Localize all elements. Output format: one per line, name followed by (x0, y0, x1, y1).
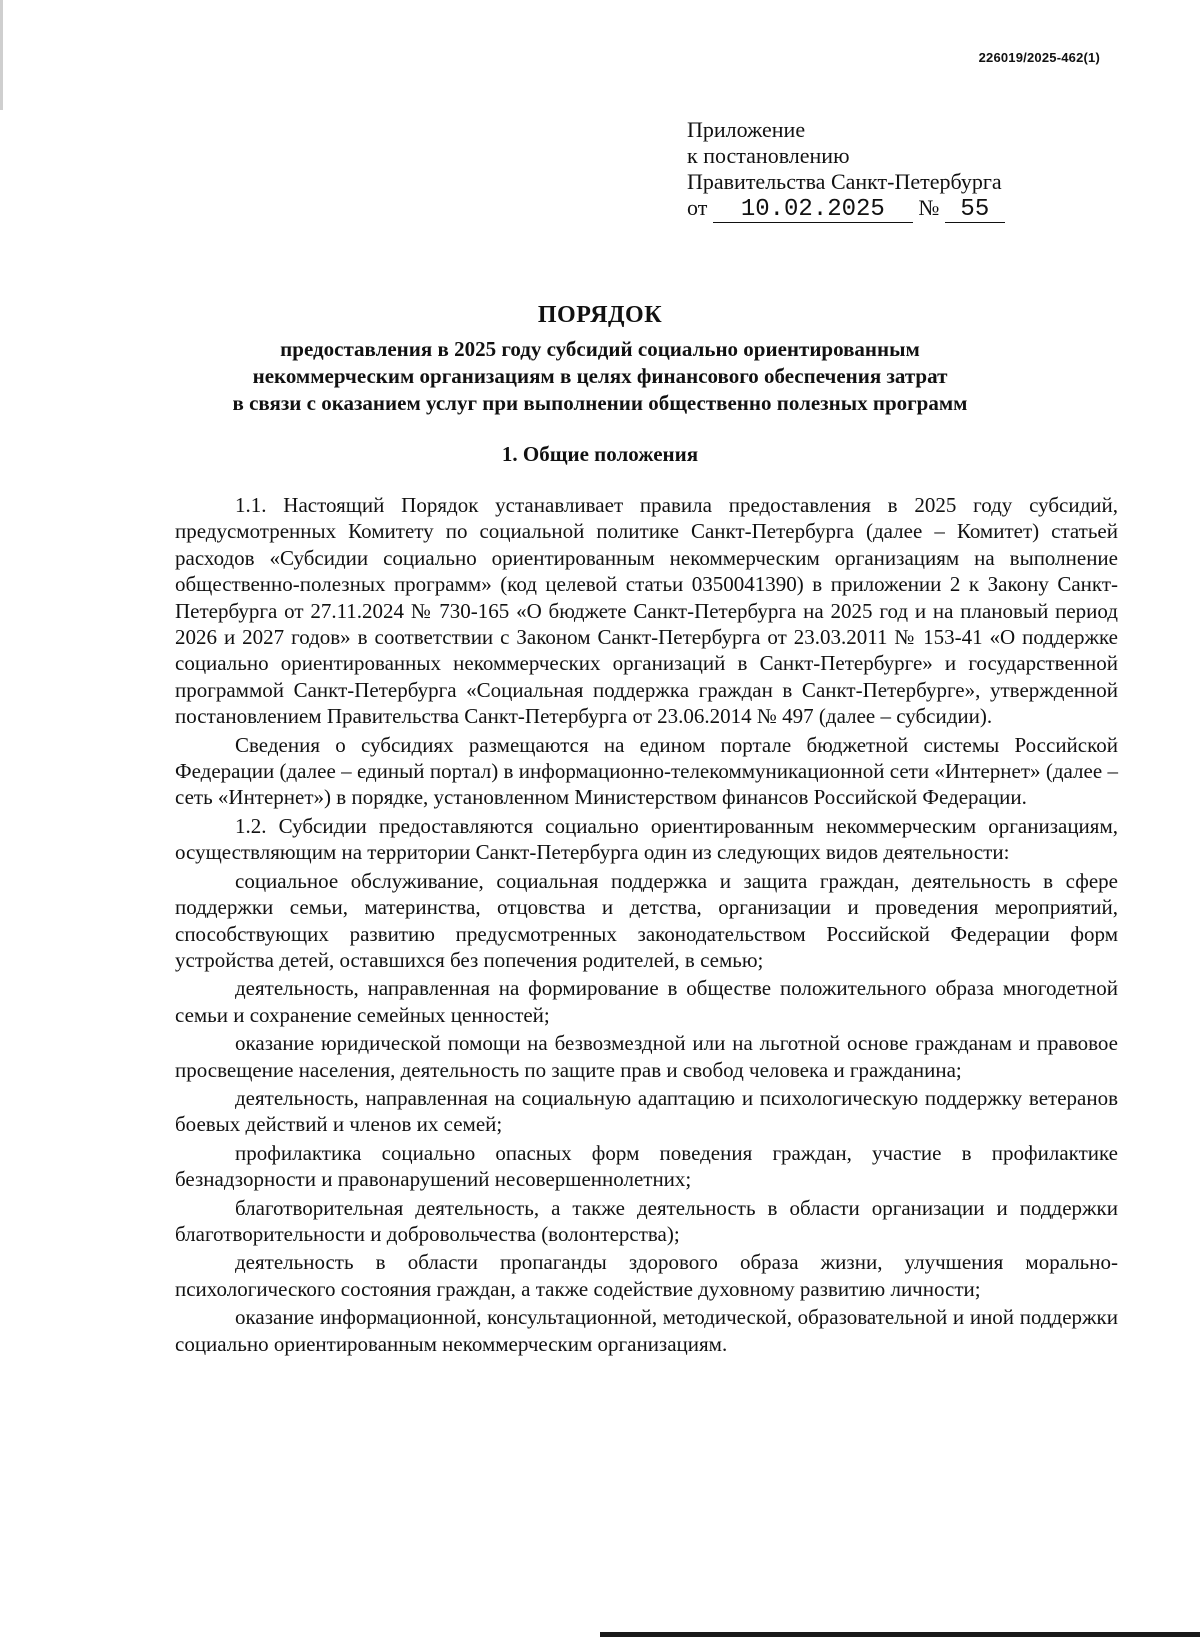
resolution-date: 10.02.2025 (713, 198, 913, 223)
document-subtitle-line-2: некоммерческим организациям в целях финансового обеспечения затрат (252, 364, 948, 388)
appendix-line-3: Правительства Санкт-Петербурга (687, 169, 1002, 194)
appendix-line-2: к постановлению (687, 143, 850, 168)
activity-item: деятельность, направленная на формирование в обществе положительного образа многодетной семьи и сохранение семейных ценностей; (175, 976, 1118, 1027)
activity-item: оказание информационной, консультационной, методической, образовательной и иной поддержки социально ориентированным некоммерческим организациям. (175, 1305, 1118, 1356)
document-code: 226019/2025-462(1) (978, 50, 1100, 65)
paragraph-1-1: 1.1. Настоящий Порядок устанавливает правила предоставления в 2025 году субсидий, предусмотренных Комитету по социальной политике Санкт-Петербурга (далее – Комитет) статьей расходов «Субсидии социально ориентированным некоммерческим организациям на выполнение общественно-полезных программ» (код целевой статьи 0350041390) в приложении 2 к Закону Санкт-Петербурга от 27.11.2024 № 730-165 «О бюджете Санкт-Петербурга на 2025 год и на плановый период 2026 и 2027 годов» в соответствии с Законом Санкт-Петербурга от 23.03.2011 № 153-41 «О поддержке социально ориентированных некоммерческих организаций в Санкт-Петербурге» и государственной программой Санкт-Петербурга «Социальная поддержка граждан в Санкт-Петербурге», утвержденной постановлением Правительства Санкт-Петербурга от 23.06.2014 № 497 (далее – субсидии). (175, 493, 1118, 729)
document-subtitle-line-1: предоставления в 2025 году субсидий социально ориентированным (280, 337, 920, 361)
scan-edge-artifact (0, 0, 3, 110)
document-title: ПОРЯДОК (537, 302, 663, 328)
document-subtitle-line-3: в связи с оказанием услуг при выполнении общественно полезных программ (232, 391, 968, 415)
appendix-line-1: Приложение (687, 117, 806, 142)
resolution-number: 55 (945, 198, 1005, 223)
number-sign: № (918, 195, 940, 220)
activity-item: профилактика социально опасных форм поведения граждан, участие в профилактике безнадзорности и правонарушений несовершеннолетних; (175, 1140, 1118, 1192)
paragraph-info: Сведения о субсидиях размещаются на едином портале бюджетной системы Российской Федерации (далее – единый портал) в информационно-телекоммуникационной сети «Интернет» (далее – сеть «Интернет») в порядке, установленном Министерством финансов Российской Федерации. (175, 732, 1118, 810)
activity-item: деятельность, направленная на социальную адаптацию и психологическую поддержку ветеранов боевых действий и членов их семей; (175, 1085, 1118, 1137)
appendix-date-row (687, 195, 1005, 223)
appendix-block (687, 117, 1005, 223)
document-title-block (0, 300, 1200, 417)
date-prefix: от (687, 195, 708, 220)
scan-bottom-border (600, 1632, 1200, 1637)
section-body (175, 492, 1118, 1359)
paragraph-1-2: 1.2. Субсидии предоставляются социально ориентированным некоммерческим организациям, осуществляющим на территории Санкт-Петербурга один из следующих видов деятельности: (175, 813, 1118, 865)
activity-item: деятельность в области пропаганды здорового образа жизни, улучшения морально-психологического состояния граждан, а также содействие духовному развитию личности; (175, 1250, 1118, 1301)
activity-item: оказание юридической помощи на безвозмездной или на льготной основе гражданам и правовое просвещение населения, деятельность по защите прав и свобод человека и гражданина; (175, 1031, 1118, 1082)
section-heading: 1. Общие положения (501, 442, 699, 466)
activity-item: социальное обслуживание, социальная поддержка и защита граждан, деятельность в сфере поддержки семьи, материнства, отцовства и детства, организации и проведения мероприятий, способствующих развитию предусмотренных законодательством Российской Федерации форм устройства детей, оставшихся без попечения родителей, в семью; (175, 868, 1118, 972)
activity-item: благотворительная деятельность, а также деятельность в области организации и поддержки благотворительности и добровольчества (волонтерства); (175, 1195, 1118, 1246)
